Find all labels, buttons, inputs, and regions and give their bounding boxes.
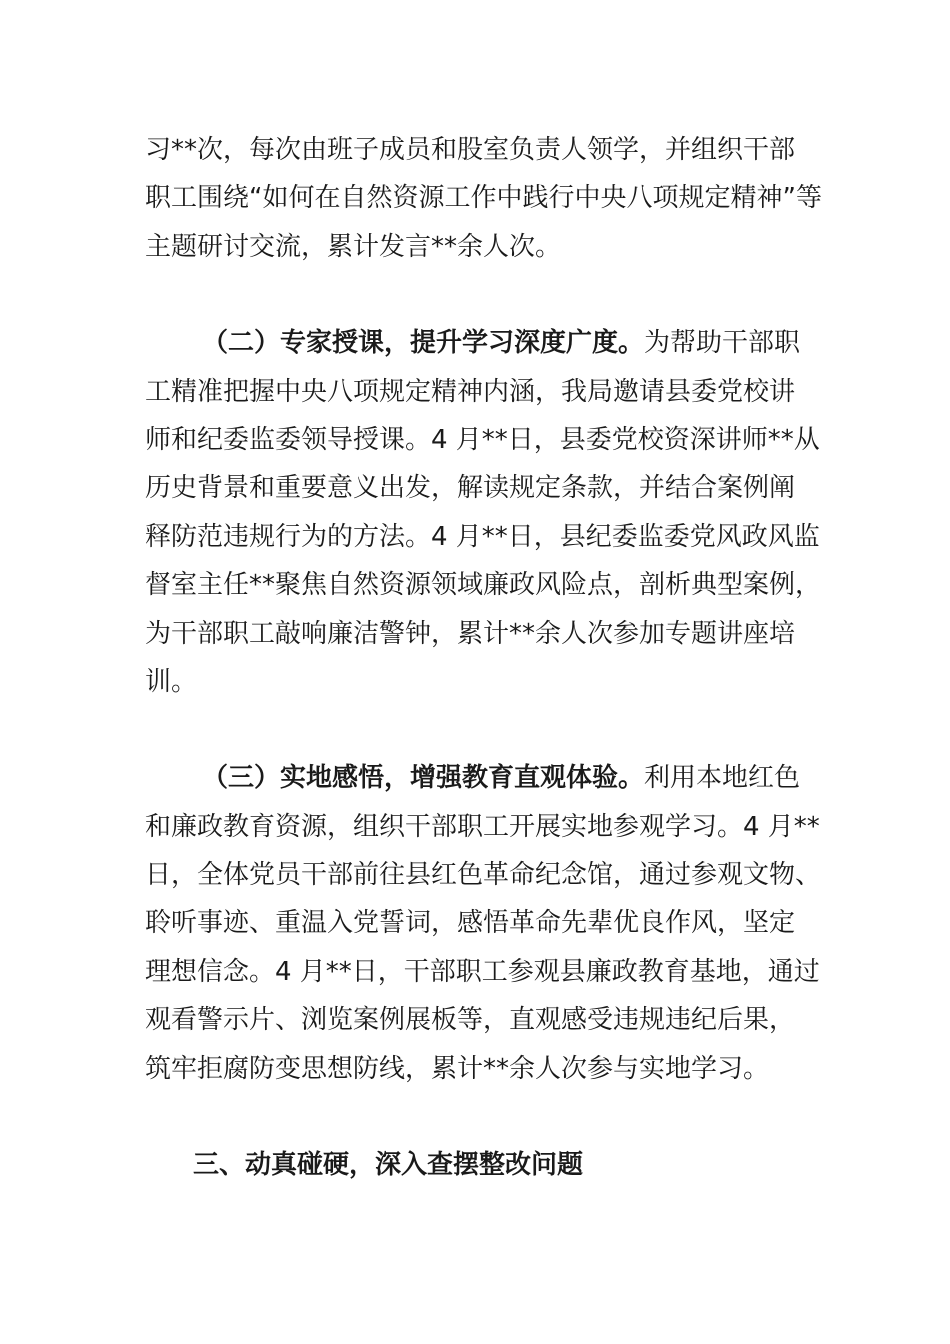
section-three xyxy=(145,1141,810,1189)
paragraph-spacer xyxy=(145,1093,810,1141)
document-page xyxy=(145,126,822,1189)
subheading-field-visits: （三）实地感悟，增强教育直观体验。 xyxy=(202,763,645,794)
text-line: 日，全体党员干部前往县红色革命纪念馆，通过参观文物、 xyxy=(145,860,822,891)
paragraph-first-line xyxy=(145,754,810,802)
text-line: 历史背景和重要意义出发，解读规定条款，并结合案例阐 xyxy=(145,473,796,504)
text-line: 理想信念。4 月**日，干部职工参观县廉政教育基地，通过 xyxy=(145,956,820,987)
paragraph-spacer xyxy=(145,271,810,319)
subheading-expert-lectures: （二）专家授课，提升学习深度广度。 xyxy=(202,328,645,359)
text-line: 督室主任**聚焦自然资源领域廉政风险点，剖析典型案例， xyxy=(145,570,822,601)
text-line: 职工围绕“如何在自然资源工作中践行中央八项规定精神”等 xyxy=(145,183,822,214)
text-line: 和廉政教育资源，组织干部职工开展实地参观学习。4 月** xyxy=(145,811,820,842)
text-line: 聆听事迹、重温入党誓词，感悟革命先辈优良作风，坚定 xyxy=(145,908,796,939)
text-line: 主题研讨交流，累计发言**余人次。 xyxy=(145,231,562,262)
section-heading: 三、动真碰硬，深入查摆整改问题 xyxy=(193,1150,584,1181)
text-line: 释防范违规行为的方法。4 月**日，县纪委监委党风政风监 xyxy=(145,521,820,552)
paragraph-expert-lectures xyxy=(145,319,822,706)
text-run: 利用本地红色 xyxy=(644,763,801,794)
text-line: 师和纪委监委领导授课。4 月**日，县委党校资深讲师**从 xyxy=(145,424,820,455)
text-line: 工精准把握中央八项规定精神内涵，我局邀请县委党校讲 xyxy=(145,376,796,407)
paragraph-study-summary xyxy=(145,126,822,271)
text-line: 筑牢拒腐防变思想防线，累计**余人次参与实地学习。 xyxy=(145,1053,770,1084)
paragraph-spacer xyxy=(145,706,810,754)
text-line: 训。 xyxy=(145,666,198,697)
text-line: 为干部职工敲响廉洁警钟，累计**余人次参加专题讲座培 xyxy=(145,618,796,649)
text-run: 为帮助干部职 xyxy=(644,328,801,359)
text-line: 习**次，每次由班子成员和股室负责人领学，并组织干部 xyxy=(145,135,796,165)
paragraph-field-visits xyxy=(145,754,822,1093)
paragraph-first-line xyxy=(145,319,810,367)
text-line: 观看警示片、浏览案例展板等，直观感受违规违纪后果， xyxy=(145,1005,796,1036)
